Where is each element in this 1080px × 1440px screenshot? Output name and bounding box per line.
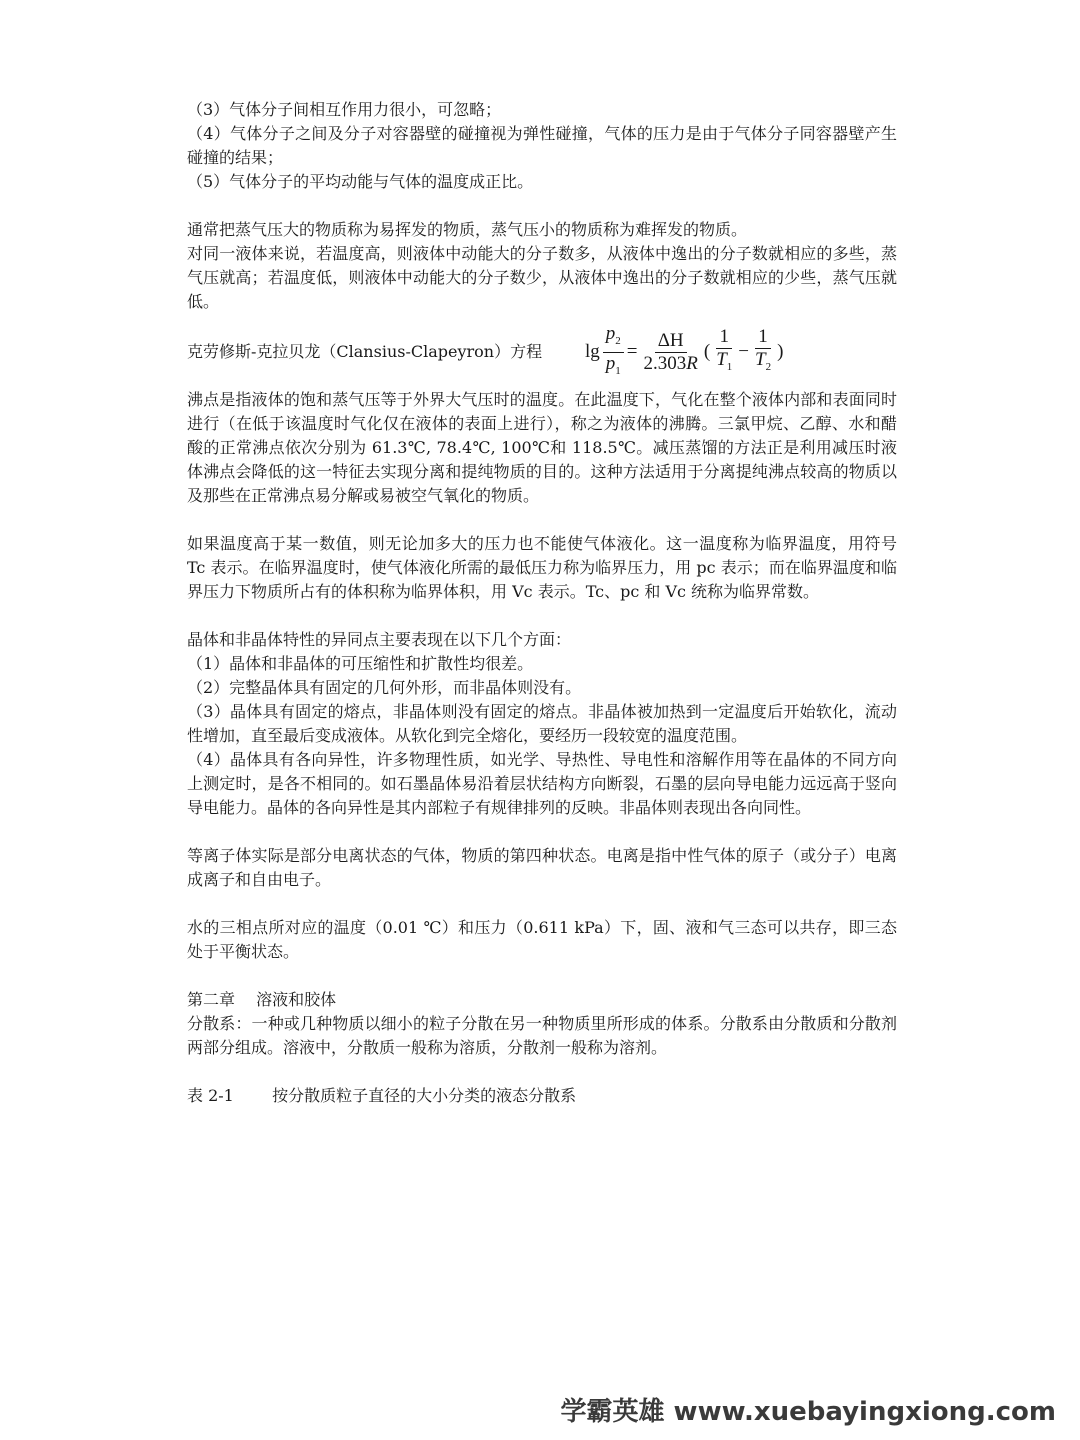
- paragraph: 晶体和非晶体特性的异同点主要表现在以下几个方面：: [187, 630, 572, 649]
- clausius-clapeyron-equation: [187, 322, 897, 382]
- inverse-t2: $\frac{1}{T_2}$: [754, 326, 772, 373]
- paragraph: （1）晶体和非晶体的可压缩性和扩散性均很差。: [187, 654, 534, 673]
- chapter-heading: 第二章 溶液和胶体: [187, 990, 337, 1009]
- paragraph: （3）晶体具有固定的熔点，非晶体则没有固定的熔点。非晶体被加热到一定温度后开始软化，流动性增加，直至最后变成液体。从软化到完全熔化，要经历一段较宽的温度范围。: [187, 702, 897, 745]
- inverse-t1: $\frac{1}{T_1}$: [716, 326, 733, 373]
- table-title: 按分散质粒子直径的大小分类的液态分散系: [272, 1086, 577, 1105]
- table-caption: [187, 1084, 897, 1108]
- paragraph: 水的三相点所对应的温度（0.01 ℃）和压力（0.611 kPa）下，固、液和气三态可以共存，即三态处于平衡状态。: [187, 918, 897, 961]
- paragraph: 沸点是指液体的饱和蒸气压等于外界大气压时的温度。在此温度下，气化在整个液体内部和表面同时进行（在低于该温度时气化仅在液体的表面上进行），称之为液体的沸腾。三氯甲烷、乙醇、水和醋酸的正常沸点依次分别为 61.3℃, 78.4℃, 100℃和 118.5℃。减压蒸馏的方法正是利用减压时液体沸点会降低的这一特征去实现分离和提纯物质的目的。这种方法适用于分离提纯沸点较高的物质以及那些在正常沸点易分解或易被空气氧化的物质。: [187, 390, 897, 505]
- paragraph: （5）气体分子的平均动能与气体的温度成正比。: [187, 172, 534, 191]
- paragraph: （3）气体分子间相互作用力很小，可忽略；: [187, 100, 502, 119]
- equation-formula: lg $\frac{p_2}{p_1}$ = $\frac{\Delta H}{2.303R}$ ( $\frac{1}{T_1}$ − $\frac{1}{T_2}$ ): [585, 323, 783, 382]
- paragraph: 通常把蒸气压大的物质称为易挥发的物质，蒸气压小的物质称为难挥发的物质。: [187, 220, 748, 239]
- paragraph: （4）气体分子之间及分子对容器壁的碰撞视为弹性碰撞，气体的压力是由于气体分子同容器壁产生碰撞的结果；: [187, 124, 897, 167]
- paragraph: 分散系：一种或几种物质以细小的粒子分散在另一种物质里所形成的体系。分散系由分散质和分散剂两部分组成。溶液中，分散质一般称为溶质，分散剂一般称为溶剂。: [187, 1014, 897, 1057]
- equals-sign: =: [626, 341, 638, 362]
- table-number: 表 2-1: [187, 1086, 234, 1105]
- paragraph: 等离子体实际是部分电离状态的气体，物质的第四种状态。电离是指中性气体的原子（或分子）电离成离子和自由电子。: [187, 846, 897, 889]
- paragraph: （4）晶体具有各向异性，许多物理性质，如光学、导热性、导电性和溶解作用等在晶体的不同方向上测定时，是各不相同的。如石墨晶体易沿着层状结构方向断裂，石墨的层向导电能力远远高于竖向导电能力。晶体的各向异性是其内部粒子有规律排列的反映。非晶体则表现出各向同性。: [187, 750, 897, 817]
- pressure-ratio: $\frac{p_2}{p_1}$: [603, 323, 624, 382]
- enthalpy-fraction: $\frac{\Delta H}{2.303R}$: [643, 329, 698, 374]
- log-symbol: lg: [585, 341, 600, 362]
- document-body: [187, 98, 897, 1108]
- paragraph: （2）完整晶体具有固定的几何外形，而非晶体则没有。: [187, 678, 582, 697]
- paragraph: 如果温度高于某一数值，则无论加多大的压力也不能使气体液化。这一温度称为临界温度，用符号 Tc 表示。在临界温度时，使气体液化所需的最低压力称为临界压力，用 pc 表示；而在临界温度和临界压力下物质所占有的体积称为临界体积，用 Vc 表示。Tc、pc 和 Vc 统称为临界常数。: [187, 534, 897, 601]
- watermark: 学霸英雄 www.xuebayingxiong.com: [560, 1397, 1056, 1427]
- equation-label: 克劳修斯-克拉贝龙（Clansius-Clapeyron）方程: [187, 342, 543, 361]
- paragraph: 对同一液体来说，若温度高，则液体中动能大的分子数多，从液体中逸出的分子数就相应的多些，蒸气压就高；若温度低，则液体中动能大的分子数少，从液体中逸出的分子数就相应的少些，蒸气压就低。: [187, 244, 897, 311]
